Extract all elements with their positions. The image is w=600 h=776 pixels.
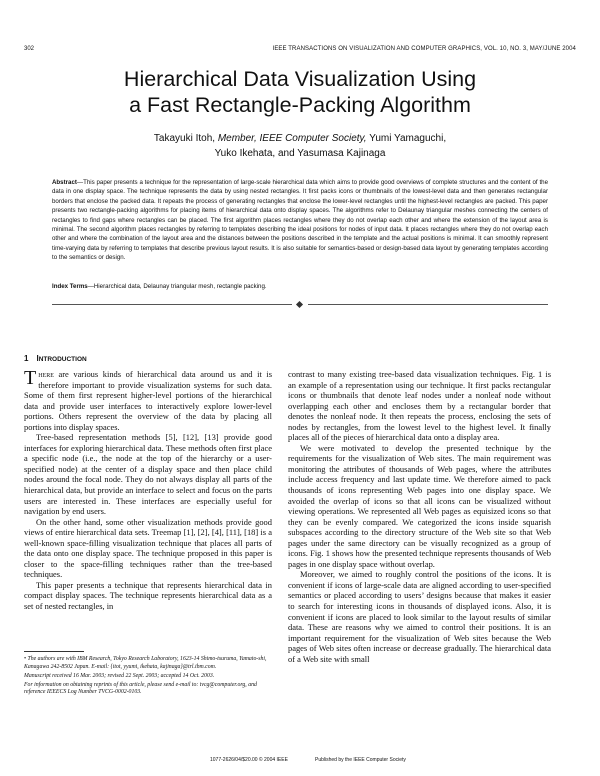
divider-line-right — [308, 304, 548, 305]
footnote-rule — [24, 651, 84, 652]
paragraph — [24, 369, 272, 432]
page-number: 302 — [24, 46, 35, 52]
index-terms-text: —Hierarchical data, Delaunay triangular mesh, rectangle packing. — [87, 283, 267, 290]
paragraph: On the other hand, some other visualization methods provide good views of entire hierarchical data sets. Treemap [1], [2], [4], [11], [18] is a well-known space-filling visualization technique that places all parts of the data onto one display space. The technique proposed in this paper is closer to the space-filling techniques rather than the tree-based techniques. — [24, 516, 272, 580]
drop-cap: T — [24, 367, 37, 389]
footer-copyright: 1077-2626/04/$20.00 © 2004 IEEE — [210, 757, 288, 763]
paragraph: Moreover, we aimed to roughly control the positions of the icons. It is convenient if icons of large-scale data are aligned according to user-specified semantics or placed according to users’ designs because that makes it easier to search for interesting icons in thousands of displayed icons. Also, it is convenient if icons are placed to look similar to the layout results of similar data. These are reasons why we aimed to control their positions. It is an important requirement for the visualization of Web sites because the Web pages of Web sites often increase or decrease gradually. The hierarchical data of a Web site with small — [288, 569, 551, 664]
title-line-1: Hierarchical Data Visualization Using — [123, 67, 477, 91]
authors-line-1 — [0, 131, 600, 146]
paragraph: Tree-based representation methods [5], [12], [13] provide good interfaces for exploring hierarchical data. These methods often first place a specific node (i.e., the node at the top of the hierarchy or a user-specified node) at the center of a display space and then place child nodes around the focal node. They do not always display all parts of the hierarchical data, but provide an interface to select and focus on the parts users are interested in. These interfaces are especially useful for navigation by end users. — [24, 432, 272, 517]
journal-name: IEEE TRANSACTIONS ON VISUALIZATION AND COMPUTER GRAPHICS, VOL. 10, NO. 3, MAY/JUNE 2004 — [272, 46, 576, 52]
index-terms — [52, 283, 548, 290]
lead-in: here — [38, 369, 54, 379]
footnotes — [24, 656, 272, 698]
section-divider — [52, 300, 548, 310]
abstract-label: Abstract — [52, 179, 77, 186]
divider-diamond — [296, 300, 303, 307]
author-name: Takayuki Itoh, — [153, 133, 216, 144]
index-terms-label: Index Terms — [52, 283, 88, 290]
section-number: 1 — [24, 354, 29, 363]
footnote-reprints: For information on obtaining reprints of this article, please send e-mail to: tvcg@computer.org, and reference IEEECS Log Number TVCG-0002-0103. — [24, 681, 257, 696]
abstract-text: —This paper presents a technique for the representation of large-scale hierarchical data which aims to provide good overviews of complete structures and the content of the data in one display space. The technique represents the data by using nested rectangles. It first packs icons or thumbnails of the lowest-level data and then generates rectangular borders that enclose the packed data. It repeats the process of generating rectangles that enclose the lower-level rectangles until the highest-level rectangles are packed. This paper presents two rectangle-packing algorithms for placing items of hierarchical data onto display spaces. The algorithms refer to Delaunay triangular meshes connecting the centers of rectangles to find gaps where rectangles can be placed. The first algorithm places rectangles where they do not overlap each other and where the extension of the layout area is minimal. The second algorithm places rectangles by referring to templates describing the ideal positions for nodes of input data. It places rectangles where they do not overlap each other and where the combination of the layout area and the distances between the positions described in the template and the actual positions is minimal. It can smoothly represent time-varying data by referring to templates that describe previous layout results. It is also suitable for semantics-based or design-based data layout by generating templates according to the semantics or design. — [52, 179, 548, 262]
running-header — [24, 46, 576, 56]
paragraph: contrast to many existing tree-based data visualization techniques. Fig. 1 is an example of a representation using our technique. It first packs rectangular icons or thumbnails that denote leaf nodes under a nonleaf node without overlapping each other and encloses them by a rectangular border that denotes the nonleaf node. It then repeats the process, enclosing the sets of nodes by rectangles, from the lowest level to the highest level. It finally places all of the pieces of hierarchical data onto a display area. — [288, 369, 551, 443]
paragraph-text: are various kinds of hierarchical data around us and it is therefore important to provide visualization systems for such data. Some of them first represent higher-level portions of the hierarchical data and provide user interfaces to interactively explore lower-level portions. Others represent the overview of the data by placing all portions into display spaces. — [24, 369, 272, 432]
footnote-affiliation: • The authors are with IBM Research, Tokyo Research Laboratory, 1623-14 Shimo-tsuruma, Yamato-shi, Kanagawa 242-8502 Japan. E-mail: {itot, yyumi, ikehata, kajinaga}@trl.ibm.com. — [24, 656, 267, 670]
footer-publisher: Published by the IEEE Computer Society — [315, 757, 406, 763]
footnote-manuscript: Manuscript received 16 Mar. 2003; revised 22 Sept. 2003; accepted 14 Oct. 2003. — [24, 672, 215, 679]
paragraph: This paper presents a technique that represents hierarchical data in compact display spaces. The technique represents hierarchical data as a set of nested rectangles, in — [24, 579, 272, 612]
abstract — [52, 178, 548, 263]
section-heading — [24, 354, 87, 363]
author-list — [0, 131, 600, 161]
title-line-2: a Fast Rectangle-Packing Algorithm — [129, 93, 471, 117]
author-name: Yumi Yamaguchi, — [369, 133, 447, 144]
paragraph: We were motivated to develop the presented technique by the requirements for the visualization of Web sites. The main requirement was monitoring the attributes of thousands of Web pages, where the attributes include access frequency and last update time. We therefore aimed to pack thousands of icons representing Web pages into one display space. We avoided the overlap of icons so that all icons can be visualized without viewing operations. We represented all Web pages as equisized icons so that they can be evenly compared. We categorized the icons inside squarish subspaces according to the directory structure of the Web site so that Web pages under the same directory can be visually recognized as a group of icons. Fig. 1 shows how the presented technique represents thousands of Web pages in one display space without overlap. — [288, 442, 551, 569]
author-affiliation: Member, IEEE Computer Society, — [217, 133, 367, 144]
divider-line-left — [52, 304, 292, 305]
body-column-right — [288, 369, 551, 664]
body-column-left — [24, 369, 272, 612]
paper-title — [0, 66, 600, 118]
section-title-rest: NTRODUCTION — [38, 356, 87, 363]
authors-line-2: Yuko Ikehata, and Yasumasa Kajinaga — [214, 148, 386, 159]
section-title-initial: I — [36, 354, 39, 363]
